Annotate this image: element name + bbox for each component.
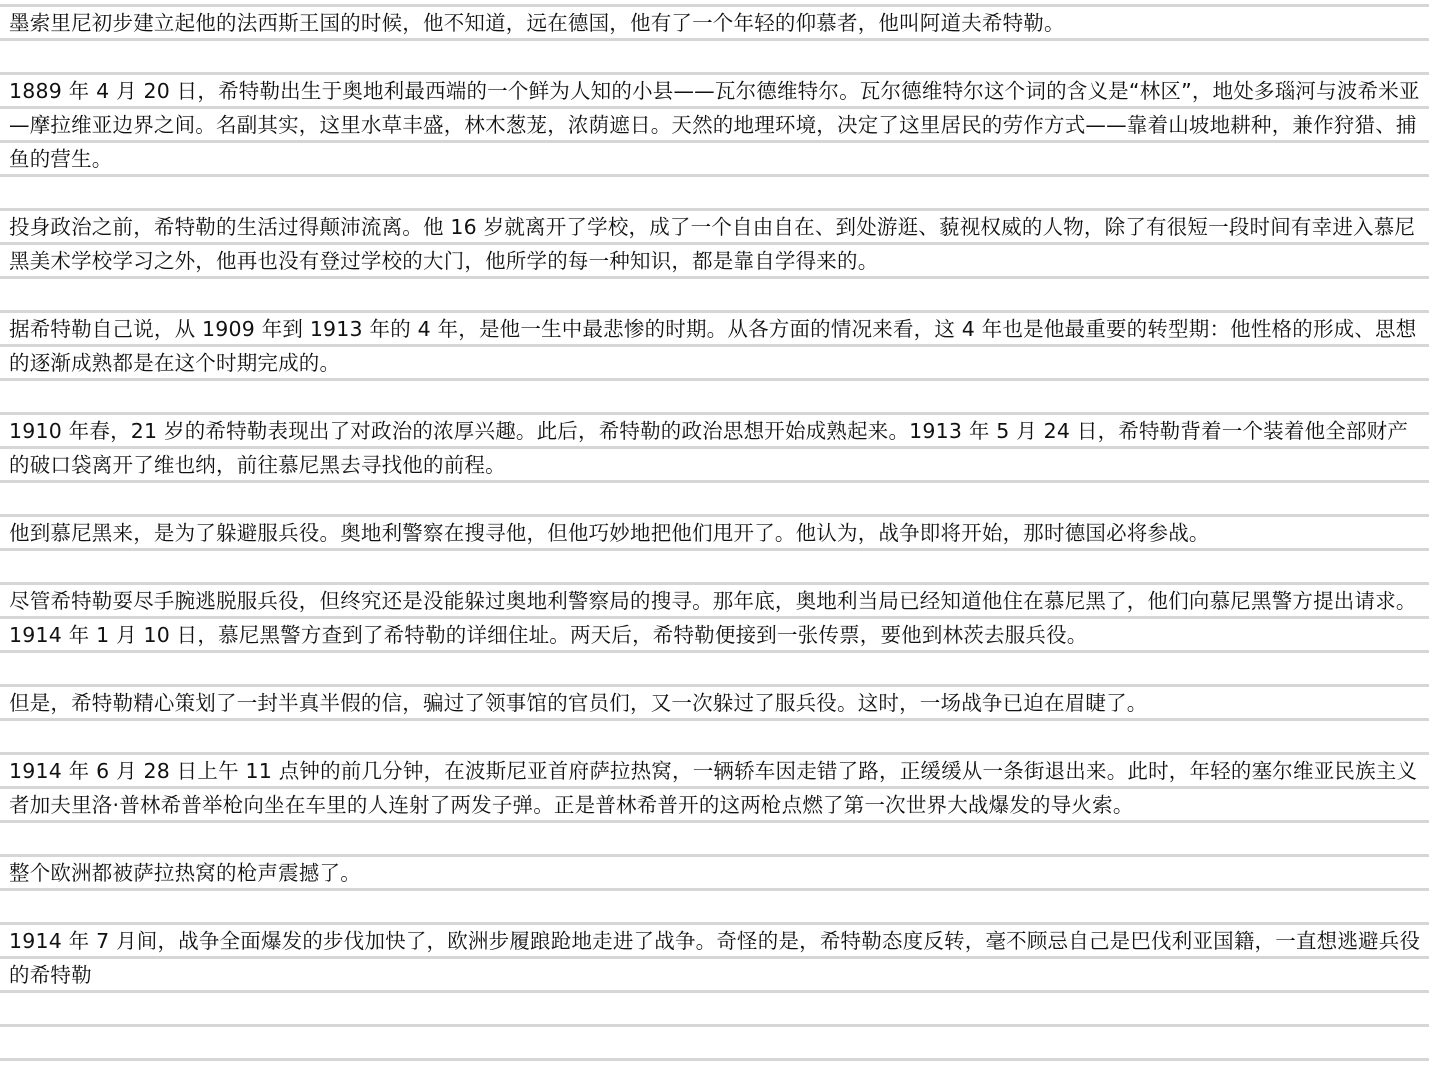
paragraph: 1914 年 6 月 28 日上午 11 点钟的前几分钟，在波斯尼亚首府萨拉热窝，一辆轿车因走错了路，正缓缓从一条街退出来。此时，年轻的塞尔维亚民族主义者加夫里洛·普林希普举枪向坐在车里的人连射了两发子弹。正是普林希普开的这两枪点燃了第一次世界大战爆发的导火索。 [9,759,1418,817]
paragraph: 据希特勒自己说，从 1909 年到 1913 年的 4 年，是他一生中最悲惨的时期。从各方面的情况来看，这 4 年也是他最重要的转型期：他性格的形成、思想的逐渐成熟都是在这个时期完成的。 [9,317,1417,375]
document-body [9,6,1421,1026]
paragraph: 他到慕尼黑来，是为了躲避服兵役。奥地利警察在搜寻他，但他巧妙地把他们甩开了。他认为，战争即将开始，那时德国必将参战。 [9,521,1210,545]
paragraph: 但是，希特勒精心策划了一封半真半假的信，骗过了领事馆的官员们，又一次躲过了服兵役。这时，一场战争已迫在眉睫了。 [9,691,1148,715]
paragraph: 尽管希特勒耍尽手腕逃脱服兵役，但终究还是没能躲过奥地利警察局的搜寻。那年底，奥地利当局已经知道他住在慕尼黑了，他们向慕尼黑警方提出请求。1914 年 1 月 10 日，慕尼黑警方查到了希特勒的详细住址。两天后，希特勒便接到一张传票，要他到林茨去服兵役。 [9,589,1417,647]
paragraph: 1889 年 4 月 20 日，希特勒出生于奥地利最西端的一个鲜为人知的小县——瓦尔德维特尔。瓦尔德维特尔这个词的含义是“林区”，地处多瑙河与波希米亚—摩拉维亚边界之间。名副其实，这里水草丰盛，林木葱茏，浓荫遮日。天然的地理环境，决定了这里居民的劳作方式——靠着山坡地耕种，兼作狩猎、捕鱼的营生。 [9,79,1420,171]
paragraph: 整个欧洲都被萨拉热窝的枪声震撼了。 [9,861,361,885]
paragraph: 1910 年春，21 岁的希特勒表现出了对政治的浓厚兴趣。此后，希特勒的政治思想开始成熟起来。1913 年 5 月 24 日，希特勒背着一个装着他全部财产的破口袋离开了维也纳，前往慕尼黑去寻找他的前程。 [9,419,1409,477]
paragraph: 墨索里尼初步建立起他的法西斯王国的时候，他不知道，远在德国，他有了一个年轻的仰慕者，他叫阿道夫希特勒。 [9,11,1065,35]
paragraph: 投身政治之前，希特勒的生活过得颠沛流离。他 16 岁就离开了学校，成了一个自由自在、到处游逛、藐视权威的人物，除了有很短一段时间有幸进入慕尼黑美术学校学习之外，他再也没有登过学校的大门，他所学的每一种知识，都是靠自学得来的。 [9,215,1416,273]
paragraph: 1914 年 7 月间，战争全面爆发的步伐加快了，欧洲步履踉跄地走进了战争。奇怪的是，希特勒态度反转，毫不顾忌自己是巴伐利亚国籍，一直想逃避兵役的希特勒 [9,929,1421,987]
